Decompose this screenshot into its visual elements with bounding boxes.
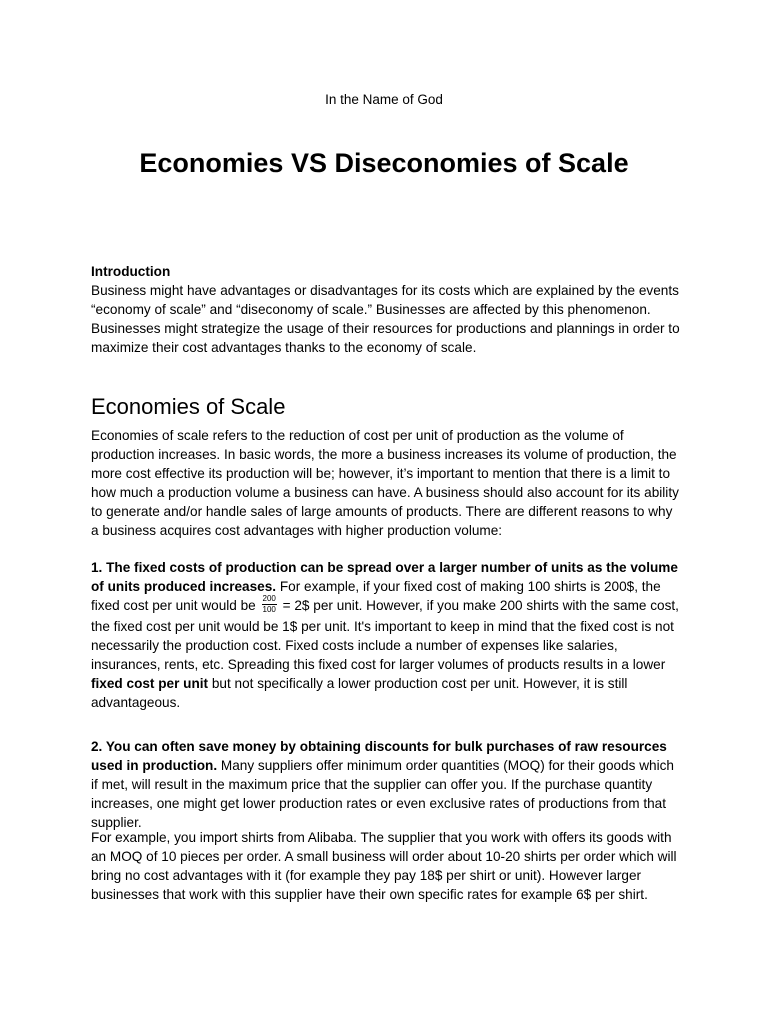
introduction-section (91, 262, 683, 357)
point-1-text-before: For example, if your fixed cost of making 100 shirts is 200$, the fixed cost per unit would be (91, 579, 661, 614)
economies-of-scale-text: Economies of scale refers to the reduction of cost per unit of production as the volume of production increases. In basic words, the more a business increases its volume of production, the more cost effective its production will be; however, it’s important to mention that there is a limit to how much a production volume a business can have. A business should also account for its ability to generate and/or handle sales of large amounts of products. There are different reasons to why a business acquires cost advantages with higher production volume: (91, 428, 679, 538)
point-1-text-end: but not specifically a lower production cost per unit. However, it is still advantageous. (91, 676, 628, 710)
page-title: Economies VS Diseconomies of Scale (139, 148, 629, 178)
point-1-lead: 1. The fixed costs of production can be spread over a larger number of units as the volume of units produced increases. (91, 560, 678, 594)
introduction-heading: Introduction (91, 264, 171, 279)
point-2-text: Many suppliers offer minimum order quantities (MOQ) for their goods which if met, will result in the maximum price that the supplier can offer you. If the purchase quantity increases, one might get lower production rates or even exclusive rates of productions from that supplier. (91, 758, 674, 830)
point-2-example: For example, you import shirts from Alibaba. The supplier that you work with offers its goods with an MOQ of 10 pieces per order. A small business will order about 10-20 shirts per order which will bring no cost advantages with it (for example they pay 18$ per shirt or unit). However larger businesses that work with this supplier have their own specific rates for example 6$ per shirt. (91, 830, 677, 902)
introduction-text: Business might have advantages or disadvantages for its costs which are explained by the events “economy of scale” and “diseconomy of scale.” Businesses are affected by this phenomenon. Businesses might strategize the usage of their resources for productions and plannings in order to maximize their cost advantages thanks to the economy of scale. (91, 283, 680, 355)
point-2-lead: 2. You can often save money by obtaining discounts for bulk purchases of raw resources used in production. (91, 739, 667, 773)
point-2-paragraph (91, 737, 683, 832)
point-1-paragraph (91, 558, 683, 712)
point-1-text-after: = 2$ per unit. However, if you make 200 shirts with the same cost, the fixed cost per unit would be 1$ per unit. It's important to keep in mind that the fixed cost is not necessarily the production cost. Fixed costs include a number of expenses like salaries, insurances, rents, etc. Spreading this fixed cost for larger volumes of products results in a lower (91, 598, 679, 672)
dedication-line: In the Name of God (325, 92, 443, 107)
point-1-bold-inline: fixed cost per unit (91, 676, 209, 691)
fraction-numerator: 200 (262, 594, 276, 603)
fraction (262, 594, 277, 615)
fraction-denominator: 100 (262, 605, 276, 614)
economies-of-scale-heading: Economies of Scale (91, 394, 286, 419)
